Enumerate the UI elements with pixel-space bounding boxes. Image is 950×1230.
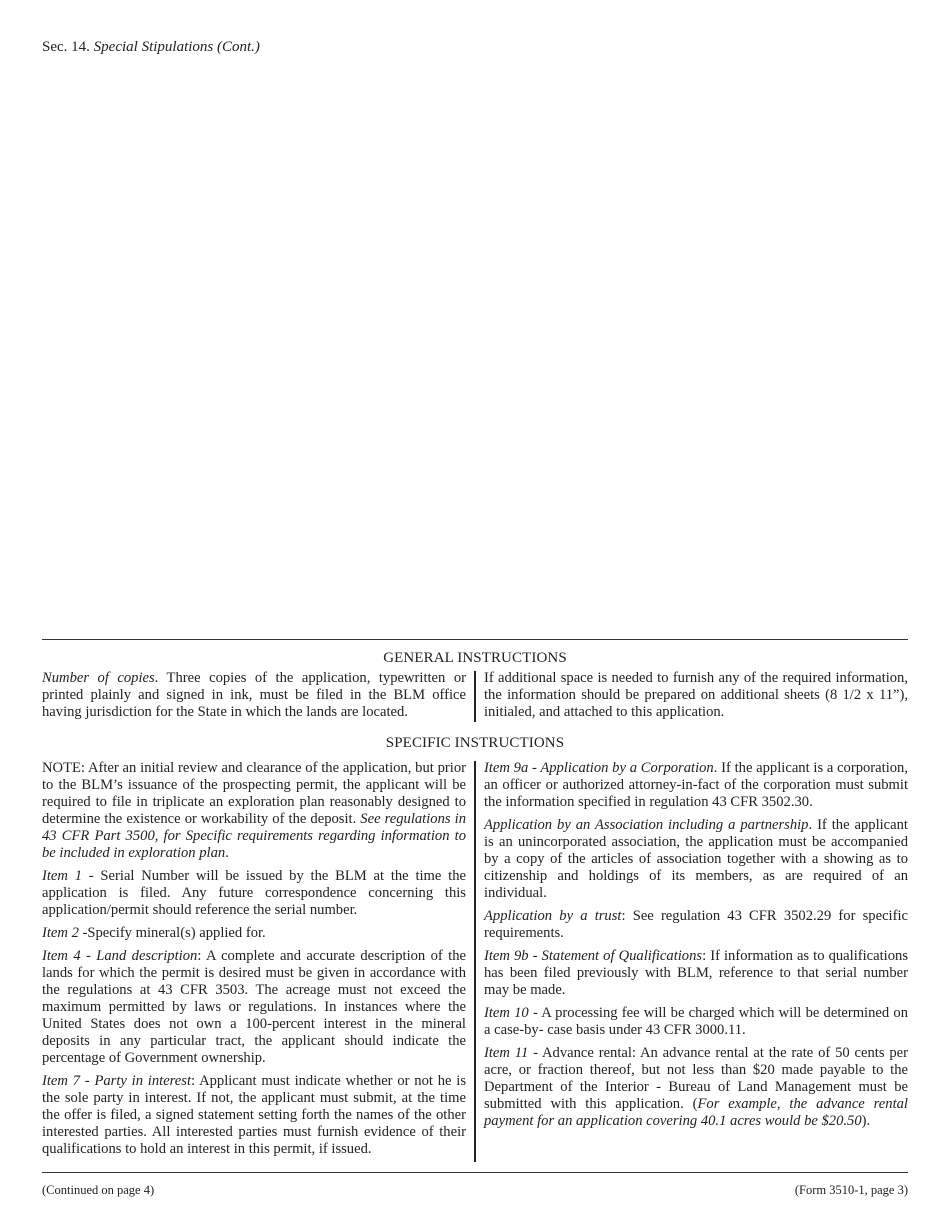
- bottom-rule: [42, 1172, 908, 1173]
- association-paragraph: [484, 817, 908, 902]
- item-9b-label: Item 9b - Statement of Qualifications: [484, 948, 703, 964]
- item-7-label: Item 7 - Party in interest: [42, 1073, 192, 1089]
- number-of-copies-paragraph: [42, 670, 466, 721]
- item-1-text: - Serial Number will be issued by the BLM at the time the application is filed. Any future correspondence concerning this application/permit should reference the serial number.: [42, 868, 466, 918]
- note-end: .: [225, 845, 229, 861]
- item-10-text: - A processing fee will be charged which will be determined on a case-by- case basis under 43 CFR 3000.11.: [484, 1005, 908, 1038]
- general-left-column: [42, 670, 466, 727]
- footer-continued: (Continued on page 4): [42, 1183, 155, 1197]
- number-of-copies-label: Number of copies: [42, 670, 155, 686]
- item-1-label: Item 1: [42, 868, 83, 884]
- item-2-text: -Specify mineral(s) applied for.: [78, 925, 266, 941]
- item-9b-paragraph: [484, 948, 908, 999]
- top-rule: [42, 639, 908, 640]
- association-label: Application by an Association including a partnership: [484, 817, 809, 833]
- item-1-paragraph: [42, 868, 466, 919]
- specific-right-column: [484, 760, 908, 1136]
- association-text: . If the applicant is an unincorporated association, the application must be accompanied by a copy of the articles of association together with a showing as to citizenship and holdings of its members, as are required of an individual.: [484, 817, 908, 901]
- item-11-text: - Advance rental: An advance rental at the rate of 50 cents per acre, or fraction thereof, but not less than $20 made payable to the Department of the Interior - Bureau of Land Management must be submitted with this application. (: [484, 1045, 908, 1112]
- item-11-italic: For example, the advance rental payment for an application covering 40.1 acres would be $20.50: [484, 1096, 908, 1129]
- note-paragraph: [42, 760, 466, 862]
- note-italic: See regulations in 43 CFR Part 3500, for Specific requirements regarding information to be included in exploration plan: [42, 811, 466, 861]
- note-text: NOTE: After an initial review and clearance of the application, but prior to the BLM’s issuance of the prospecting permit, the applicant will be required to file in triplicate an exploration plan reasonably designed to determine the existence or workability of the deposit.: [42, 760, 466, 827]
- item-9a-text: . If the applicant is a corporation, an officer or authorized attorney-in-fact of the corporation must submit the information specified in regulation 43 CFR 3502.30.: [484, 760, 908, 810]
- footer-form-page: (Form 3510-1, page 3): [794, 1183, 908, 1197]
- item-10-label: Item 10: [484, 1005, 529, 1021]
- item-9a-paragraph: [484, 760, 908, 811]
- item-7-text: : Applicant must indicate whether or not he is the sole party in interest. If not, the applicant must submit, at the time the offer is filed, a signed statement setting forth the names of the other interested parties. All interested parties must furnish evidence of their qualifications to hold an interest in this permit, if issued.: [42, 1073, 466, 1157]
- item-4-label: Item 4 - Land description: [42, 948, 198, 964]
- trust-label: Application by a trust: [484, 908, 622, 924]
- general-right-column: [484, 670, 908, 727]
- item-11-end: ).: [861, 1113, 871, 1129]
- item-11-label: Item 11: [484, 1045, 529, 1061]
- trust-text: : See regulation 43 CFR 3502.29 for specific requirements.: [484, 908, 908, 941]
- item-2-label: Item 2: [42, 925, 79, 941]
- section-header: [42, 38, 260, 56]
- additional-space-paragraph: If additional space is needed to furnish any of the required information, the information should be prepared on additional sheets (8 1/2 x 11”), initialed, and attached to this application.: [484, 670, 908, 720]
- item-7-paragraph: [42, 1073, 466, 1158]
- item-9b-text: : If information as to qualifications has been filed previously with BLM, reference to that serial number may be made.: [484, 948, 908, 998]
- number-of-copies-text: . Three copies of the application, typewritten or printed plainly and signed in ink, must be filed in the BLM office having jurisdiction for the State in which the lands are located.: [42, 670, 466, 720]
- general-column-divider: [474, 671, 476, 722]
- section-title: Special Stipulations (Cont.): [93, 39, 260, 55]
- item-4-text: : A complete and accurate description of the lands for which the permit is desired must be given in accordance with the regulations at 43 CFR 3503. The acreage must not exceed the maximum permitted by laws or regulations. In instances where the United States does not own a 100-percent interest in the mineral deposits in any particular tract, the applicant should indicate the percentage of Government ownership.: [42, 948, 466, 1066]
- specific-instructions-heading: SPECIFIC INSTRUCTIONS: [385, 735, 565, 751]
- item-10-paragraph: [484, 1005, 908, 1039]
- item-9a-label: Item 9a - Application by a Corporation: [484, 760, 714, 776]
- item-2-paragraph: [42, 925, 466, 942]
- item-11-paragraph: [484, 1045, 908, 1130]
- general-instructions-heading: GENERAL INSTRUCTIONS: [383, 650, 567, 666]
- item-4-paragraph: [42, 948, 466, 1067]
- specific-column-divider: [474, 761, 476, 1162]
- specific-left-column: [42, 760, 466, 1164]
- section-number: Sec. 14.: [42, 39, 90, 55]
- trust-paragraph: [484, 908, 908, 942]
